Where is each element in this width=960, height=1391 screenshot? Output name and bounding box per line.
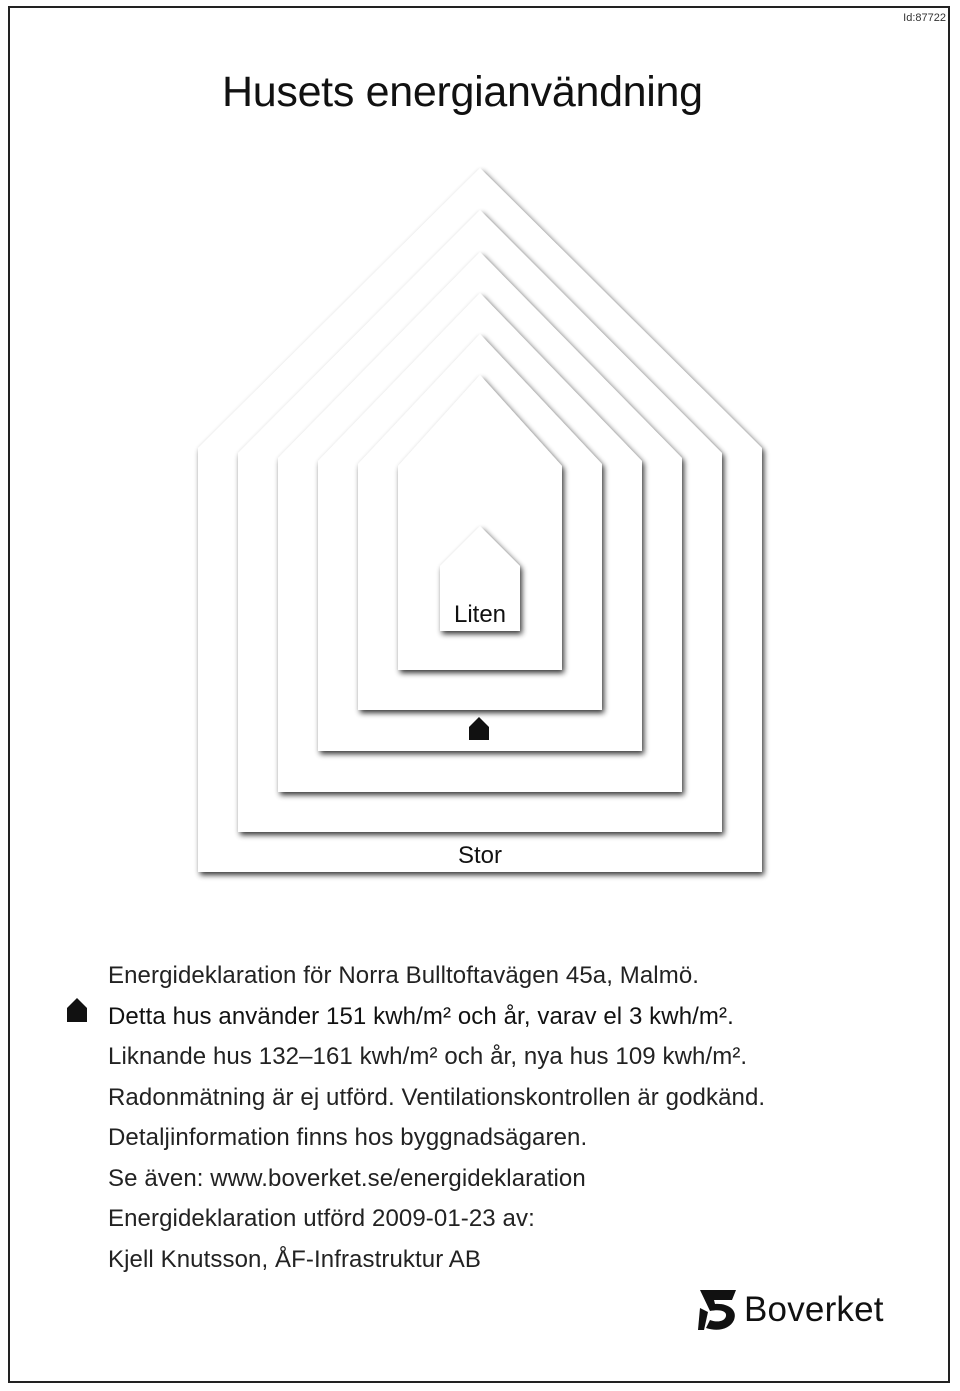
info-comparison-line: Liknande hus 132–161 kwh/m² och år, nya hus 109 kwh/m². bbox=[108, 1043, 748, 1070]
info-address-line: Energideklaration för Norra Bulltoftavägen 45a, Malmö. bbox=[108, 962, 700, 989]
boverket-logo bbox=[698, 1288, 884, 1332]
page-title: Husets energianvändning bbox=[222, 68, 703, 116]
info-usage-line: Detta hus använder 151 kwh/m² och år, varav el 3 kwh/m². bbox=[108, 1002, 734, 1030]
info-author-line: Kjell Knutsson, ÅF-Infrastruktur AB bbox=[108, 1245, 481, 1273]
document-id: Id:87722 bbox=[903, 12, 946, 24]
boverket-logo-text: Boverket bbox=[744, 1290, 884, 1329]
boverket-logo-icon bbox=[698, 1288, 740, 1332]
info-radon-line: Radonmätning är ej utförd. Ventilationskontrollen är godkänd. bbox=[108, 1083, 766, 1111]
house-marker-icon bbox=[66, 997, 88, 1023]
info-detail-line: Detaljinformation finns hos byggnadsägaren. bbox=[108, 1124, 588, 1151]
info-website-line: Se även: www.boverket.se/energideklaration bbox=[108, 1164, 586, 1192]
scale-label-liten: Liten bbox=[453, 601, 507, 628]
declaration-info bbox=[108, 956, 868, 1280]
info-date-line: Energideklaration utförd 2009-01-23 av: bbox=[108, 1205, 535, 1232]
scale-label-stor: Stor bbox=[457, 842, 503, 869]
